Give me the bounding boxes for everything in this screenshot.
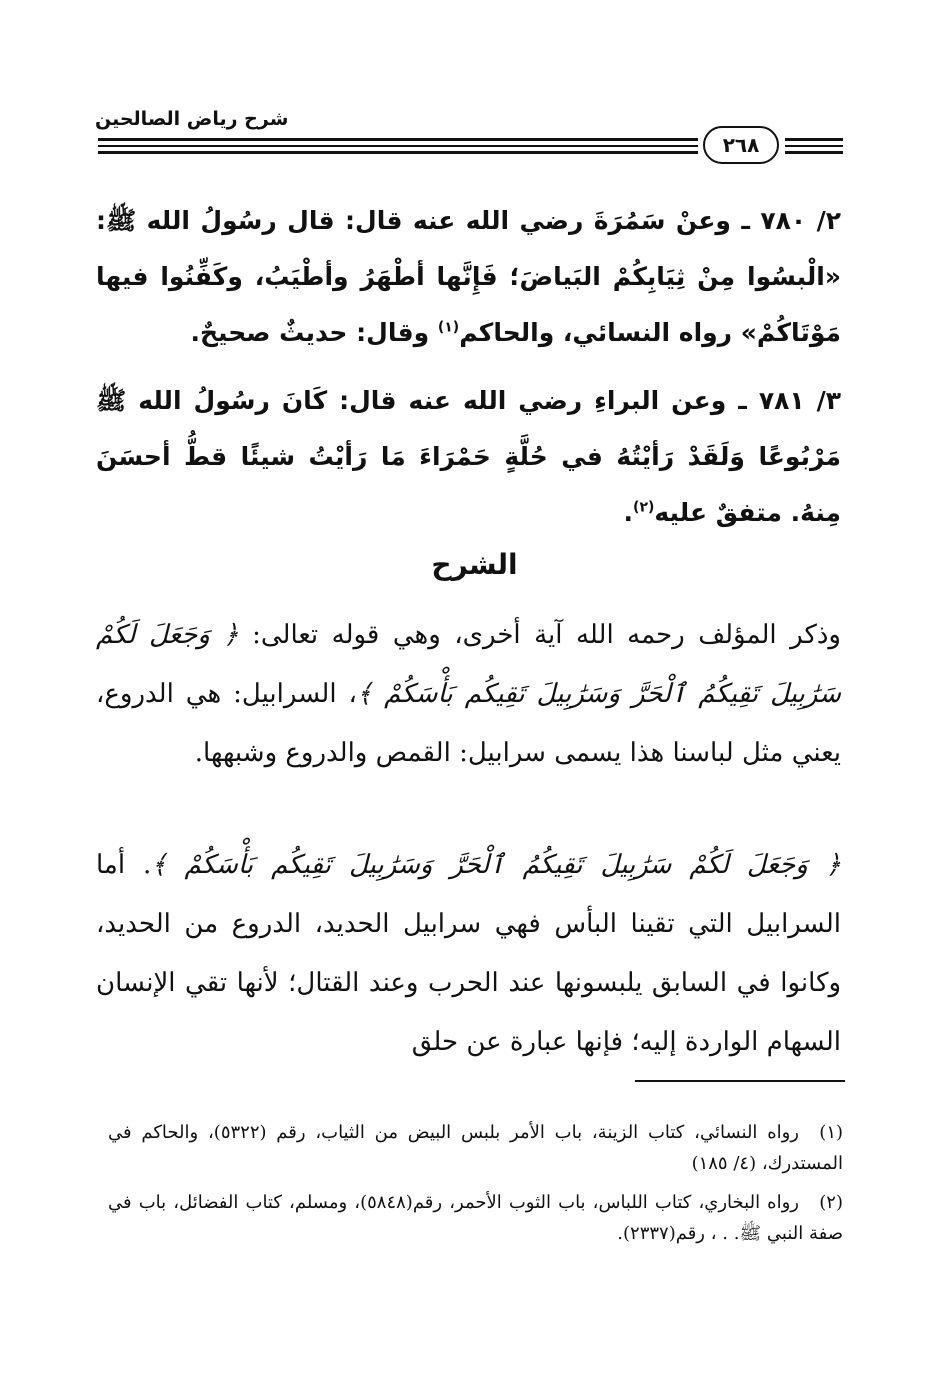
footnote-number: (١) — [819, 1122, 844, 1143]
quran-verse: ﴿ وَجَعَلَ لَكُمْ سَرَٰبِيلَ تَقِيكُمُ ٱلْحَرَّ وَسَرَٰبِيلَ تَقِيكُم بَأْسَكُمْ ﴾ — [96, 620, 841, 709]
footnote-ref: (٢) — [633, 499, 655, 516]
hadith-780 — [96, 193, 841, 361]
header-rule — [785, 138, 843, 141]
commentary-paragraph — [96, 836, 841, 1072]
footnote — [108, 1187, 843, 1249]
header-rule — [98, 138, 698, 141]
hadith-grading: وقال: حديثٌ صحيحٌ. — [190, 318, 438, 347]
header-rule — [785, 145, 843, 147]
page-number: ٢٦٨ — [703, 126, 779, 164]
running-title: شرح رياض الصالحين — [95, 108, 289, 130]
hadith-text: ٣/ ٧٨١ ـ وعن البراءِ رضي الله عنه قال: كَانَ رسُولُ الله ﷺ مَرْبُوعًا وَلَقَدْ رَأيْتُهُ في حُلَّةٍ حَمْرَاءَ مَا رَأيْتُ شيئًا قطُّ أحسَنَ مِنهُ. متفقٌ عليه — [96, 386, 841, 527]
hadith-end: . — [623, 498, 634, 527]
footnote-number: (٢) — [819, 1192, 843, 1213]
footnote-separator — [635, 1080, 845, 1082]
commentary-text: وذكر المؤلف رحمه الله آية أخرى، وهي قوله تعالى: — [238, 620, 841, 650]
header-rule — [785, 151, 843, 154]
section-heading: الشرح — [431, 548, 518, 581]
footnote-text: رواه النسائي، كتاب الزينة، باب الأمر بلبس البيض من الثياب، رقم (٥٣٢٢)، والحاكم في المستدرك، (٤/ ١٨٥) — [108, 1122, 843, 1174]
commentary-text: . أما السرابيل التي تقينا البأس فهي سرابيل الحديد، الدروع من الحديد، وكانوا في السابق يلبسونها عند الحرب وعند القتال؛ لأنها تقي الإنسان السهام الواردة إليه؛ فإنها عبارة عن حلق — [96, 850, 841, 1057]
footnote-ref: (١) — [437, 319, 460, 336]
quran-verse: ﴿ وَجَعَلَ لَكُمْ سَرَٰبِيلَ تَقِيكُمُ ٱلْحَرَّ وَسَرَٰبِيلَ تَقِيكُم بَأْسَكُمْ ﴾ — [151, 850, 841, 880]
commentary-paragraph — [96, 606, 841, 783]
hadith-781 — [96, 373, 841, 541]
header-rule — [98, 145, 698, 147]
header-rule — [98, 151, 698, 154]
hadith-text: ٢/ ٧٨٠ ـ وعنْ سَمُرَةَ رضي الله عنه قال: قال رسُولُ الله ﷺ: «الْبسُوا مِنْ ثِيَابِكُمْ البَياضَ؛ فَإِنَّها أطْهَرُ وأطْيَبُ، وكَفِّنُوا فيها مَوْتَاكُمْ» رواه النسائي، والحاكم — [96, 206, 841, 347]
footnote — [108, 1117, 843, 1179]
footnote-text: رواه البخاري، كتاب اللباس، باب الثوب الأحمر، رقم(٥٨٤٨)، ومسلم، كتاب الفضائل، باب في صفة النبي ﷺ. . ، رقم(٢٣٣٧). — [108, 1192, 843, 1244]
commentary-text: ، السرابيل: هي الدروع، يعني مثل لباسنا هذا يسمى سرابيل: القمص والدروع وشبهها. — [96, 679, 841, 768]
